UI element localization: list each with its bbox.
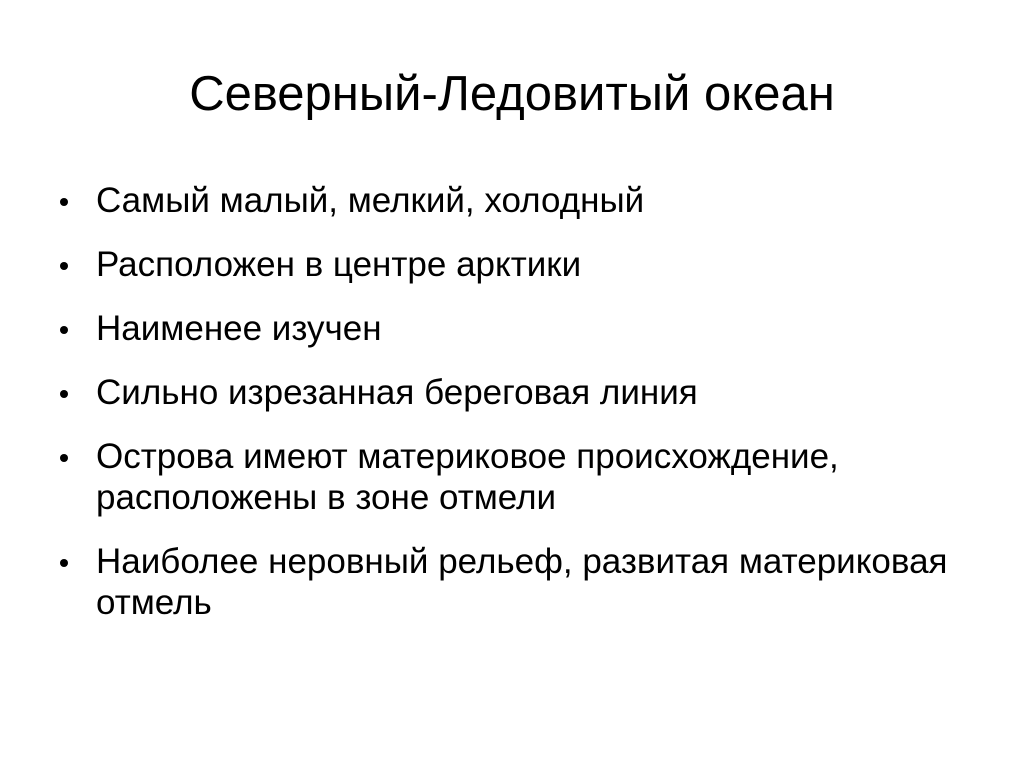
- bullet-dot-icon: [60, 390, 68, 398]
- bullet-text: Наименее изучен: [96, 309, 382, 348]
- list-item: [56, 180, 996, 221]
- bullet-dot-icon: [60, 454, 68, 462]
- bullet-text: Наиболее неровный рельеф, развитая материковая отмель: [96, 542, 948, 622]
- bullet-dot-icon: [60, 559, 68, 567]
- bullet-text: Сильно изрезанная береговая линия: [96, 373, 698, 412]
- bullet-text: Острова имеют материковое происхождение, расположены в зоне отмели: [96, 437, 839, 517]
- bullet-text: Расположен в центре арктики: [96, 245, 582, 284]
- list-item: [56, 308, 996, 349]
- bullet-list: [56, 180, 996, 646]
- bullet-dot-icon: [60, 198, 68, 206]
- list-item: [56, 436, 996, 518]
- list-item: [56, 244, 996, 285]
- slide-title: Северный-Ледовитый океан: [189, 67, 835, 121]
- bullet-dot-icon: [60, 262, 68, 270]
- list-item: [56, 541, 996, 623]
- list-item: [56, 372, 996, 413]
- bullet-text: Самый малый, мелкий, холодный: [96, 181, 645, 220]
- bullet-dot-icon: [60, 326, 68, 334]
